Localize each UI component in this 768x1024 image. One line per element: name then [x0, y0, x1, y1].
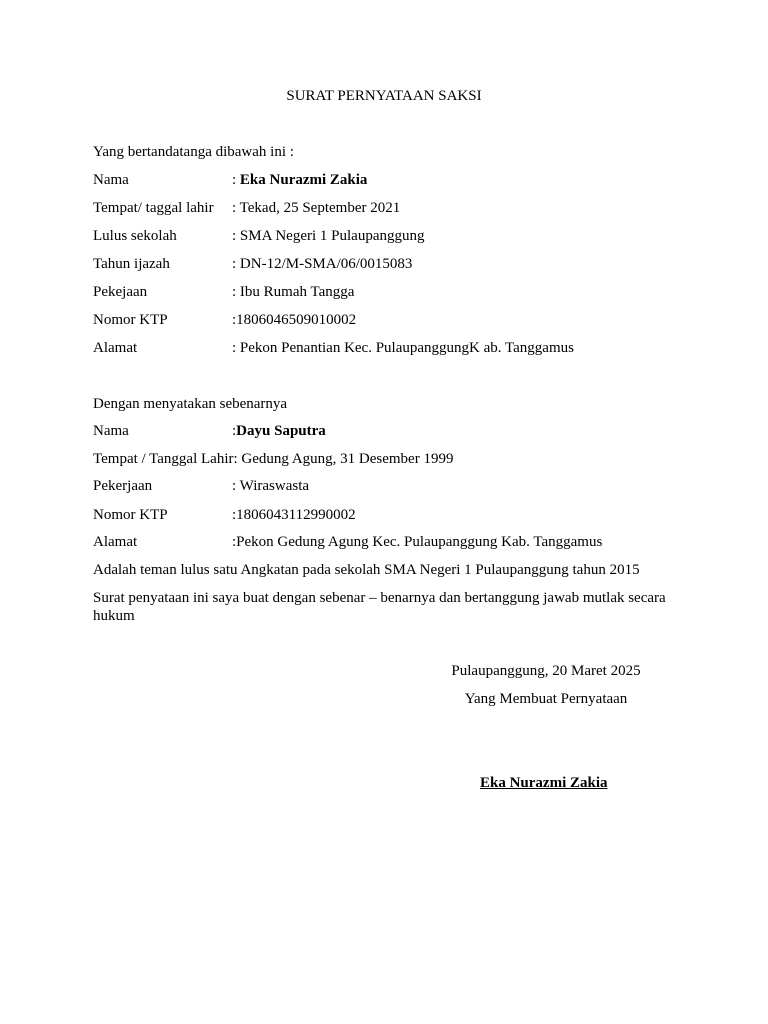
- witness-address-value: : Pekon Penantian Kec. PulaupanggungK ab. Tanggamus: [232, 340, 574, 356]
- witness-ijazah-label: Tahun ijazah: [93, 256, 170, 272]
- witness-school-label: Lulus sekolah: [93, 228, 177, 244]
- witness-address-label: Alamat: [93, 340, 138, 356]
- document-title: SURAT PERNYATAAN SAKSI: [286, 88, 482, 104]
- witness-ijazah-row: [93, 255, 412, 273]
- subject-name-colon: :: [232, 423, 237, 439]
- subject-job-label: Pekerjaan: [93, 478, 153, 494]
- witness-ijazah-value: : DN-12/M-SMA/06/0015083: [232, 256, 413, 272]
- subject-job-row: [93, 477, 309, 495]
- witness-ktp-label: Nomor KTP: [93, 312, 168, 328]
- subject-name-label: Nama: [93, 423, 129, 439]
- subject-ktp-label: Nomor KTP: [93, 507, 168, 523]
- signature-name: Eka Nurazmi Zakia: [480, 775, 608, 791]
- witness-name-label: Nama: [93, 172, 129, 188]
- witness-school-value: : SMA Negeri 1 Pulaupanggung: [232, 228, 425, 244]
- subject-ktp-value: :1806043112990002: [232, 507, 356, 523]
- witness-ktp-row: [93, 311, 356, 329]
- witness-birth-value: : Tekad, 25 September 2021: [232, 200, 401, 216]
- declaration-intro: Dengan menyatakan sebenarnya: [93, 396, 288, 412]
- signature-place-date: Pulaupanggung, 20 Maret 2025: [451, 663, 641, 679]
- signature-role: Yang Membuat Pernyataan: [464, 691, 628, 707]
- witness-school-row: [93, 227, 425, 245]
- subject-birth-line: Tempat / Tanggal Lahir: Gedung Agung, 31 Desember 1999: [93, 451, 454, 467]
- subject-name-row: [93, 422, 326, 440]
- statement-responsibility: Surat penyataan ini saya buat dengan sebenar – benarnya dan bertanggung jawab mutlak secara hukum: [93, 590, 666, 624]
- witness-job-value: : Ibu Rumah Tangga: [232, 284, 355, 300]
- witness-ktp-value: :1806046509010002: [232, 312, 357, 328]
- witness-job-row: [93, 283, 354, 301]
- subject-name-value: Dayu Saputra: [236, 423, 326, 439]
- subject-address-value: :Pekon Gedung Agung Kec. Pulaupanggung Kab. Tanggamus: [232, 534, 603, 550]
- witness-birth-label: Tempat/ taggal lahir: [93, 200, 214, 216]
- witness-name-row: [93, 171, 367, 189]
- subject-address-label: Alamat: [93, 534, 138, 550]
- subject-ktp-row: [93, 506, 356, 524]
- witness-job-label: Pekejaan: [93, 284, 148, 300]
- statement-schoolmate: Adalah teman lulus satu Angkatan pada sekolah SMA Negeri 1 Pulaupanggung tahun 2015: [93, 562, 640, 578]
- witness-birth-row: [93, 199, 400, 217]
- witness-name-colon: :: [232, 172, 240, 188]
- subject-address-row: [93, 533, 602, 551]
- intro-text: Yang bertandatanga dibawah ini :: [93, 144, 294, 160]
- subject-job-value: : Wiraswasta: [232, 478, 310, 494]
- witness-name-value: Eka Nurazmi Zakia: [239, 172, 368, 188]
- witness-address-row: [93, 339, 574, 357]
